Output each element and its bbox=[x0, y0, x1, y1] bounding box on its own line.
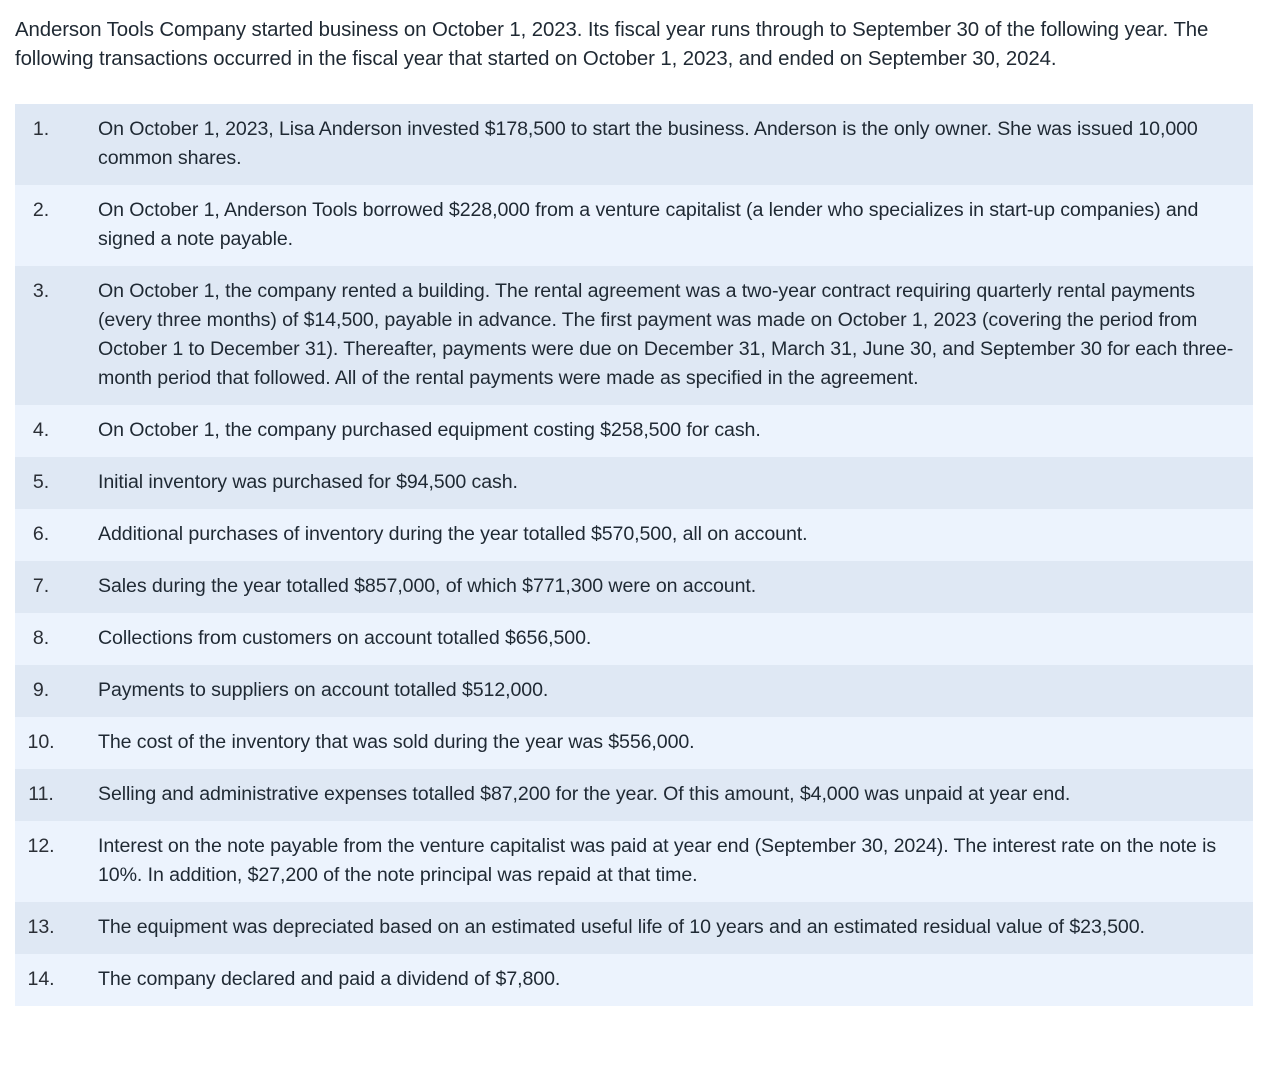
transaction-text: Selling and administrative expenses totalled $87,200 for the year. Of this amount, $4,000 was unpaid at year end. bbox=[98, 783, 1071, 805]
intro-paragraph: Anderson Tools Company started business on October 1, 2023. Its fiscal year runs through to September 30 of the following year. The following transactions occurred in the fiscal year that started on October 1, 2023, and ended on September 30, 2024. bbox=[15, 19, 1209, 70]
transaction-row bbox=[15, 613, 1253, 665]
transaction-number: 12. bbox=[27, 835, 55, 857]
transaction-row bbox=[15, 954, 1253, 1006]
transaction-row bbox=[15, 821, 1253, 902]
transaction-number: 4. bbox=[32, 419, 50, 441]
transaction-text: On October 1, 2023, Lisa Anderson invested $178,500 to start the business. Anderson is the only owner. She was issued 10,000 common shares. bbox=[98, 118, 1198, 169]
transaction-row bbox=[15, 509, 1253, 561]
transaction-number: 6. bbox=[32, 523, 50, 545]
transaction-row bbox=[15, 185, 1253, 266]
transaction-row bbox=[15, 266, 1253, 405]
transaction-text: Additional purchases of inventory during the year totalled $570,500, all on account. bbox=[98, 523, 808, 545]
transaction-text: On October 1, the company rented a building. The rental agreement was a two-year contract requiring quarterly rental payments (every three months) of $14,500, payable in advance. The first payment was made on October 1, 2023 (covering the period from October 1 to December 31). Thereafter, payments were due on December 31, March 31, June 30, and September 30 for each three-month period that followed. All of the rental payments were made as specified in the agreement. bbox=[98, 280, 1234, 389]
transaction-text: On October 1, the company purchased equipment costing $258,500 for cash. bbox=[98, 419, 761, 441]
transaction-text: The equipment was depreciated based on an estimated useful life of 10 years and an estimated residual value of $23,500. bbox=[98, 916, 1145, 938]
transaction-text: Interest on the note payable from the venture capitalist was paid at year end (September 30, 2024). The interest rate on the note is 10%. In addition, $27,200 of the note principal was repaid at that time. bbox=[98, 835, 1217, 886]
transaction-number: 8. bbox=[32, 627, 50, 649]
transaction-number: 3. bbox=[32, 280, 50, 302]
transaction-number: 7. bbox=[32, 575, 50, 597]
transaction-row bbox=[15, 902, 1253, 954]
transaction-number: 10. bbox=[27, 731, 55, 753]
transaction-text: The company declared and paid a dividend of $7,800. bbox=[98, 968, 561, 990]
transaction-number: 5. bbox=[32, 471, 50, 493]
transaction-number: 9. bbox=[32, 679, 50, 701]
transaction-number: 14. bbox=[27, 968, 55, 990]
transaction-text: Collections from customers on account totalled $656,500. bbox=[98, 627, 592, 649]
transaction-text: Payments to suppliers on account totalled $512,000. bbox=[98, 679, 549, 701]
transaction-number: 11. bbox=[28, 783, 54, 805]
transaction-number: 13. bbox=[27, 916, 55, 938]
transaction-row bbox=[15, 717, 1253, 769]
transaction-row bbox=[15, 457, 1253, 509]
transaction-row bbox=[15, 665, 1253, 717]
transaction-text: Initial inventory was purchased for $94,500 cash. bbox=[98, 471, 518, 493]
transaction-row bbox=[15, 561, 1253, 613]
transaction-number: 1. bbox=[32, 118, 50, 140]
transaction-text: The cost of the inventory that was sold during the year was $556,000. bbox=[98, 731, 695, 753]
transaction-text: Sales during the year totalled $857,000, of which $771,300 were on account. bbox=[98, 575, 757, 597]
transaction-list bbox=[15, 104, 1253, 1006]
transaction-number: 2. bbox=[32, 199, 50, 221]
transaction-row bbox=[15, 104, 1253, 185]
transaction-text: On October 1, Anderson Tools borrowed $228,000 from a venture capitalist (a lender who specializes in start-up companies) and signed a note payable. bbox=[98, 199, 1199, 250]
transaction-row bbox=[15, 769, 1253, 821]
transaction-row bbox=[15, 405, 1253, 457]
